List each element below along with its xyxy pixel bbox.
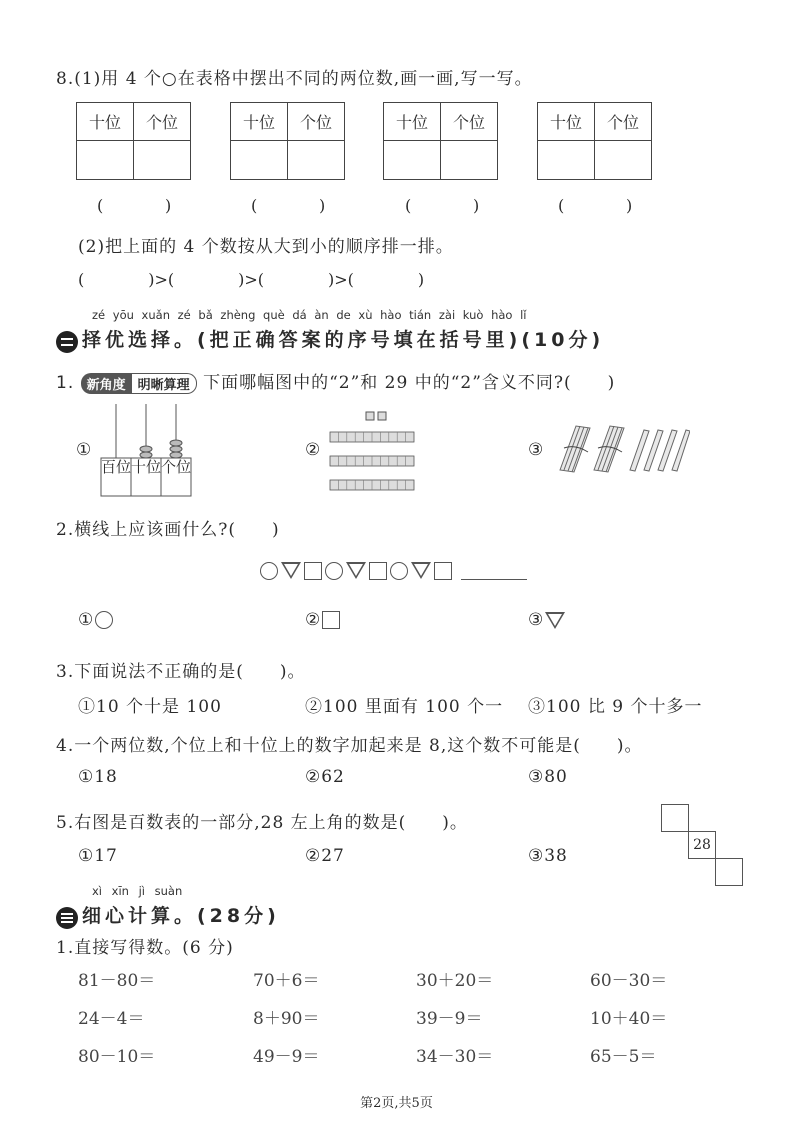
section2-header (56, 325, 604, 353)
tens-header: 十位 (549, 113, 582, 132)
circle-icon (260, 562, 278, 580)
place-value-table-3[interactable] (383, 102, 498, 180)
order-answer-line[interactable] (78, 270, 424, 289)
q1-option1-label[interactable]: ① (76, 440, 92, 460)
q5-option2[interactable]: ②27 (305, 846, 345, 866)
ones-label: 个位 (161, 458, 192, 476)
counting-sticks-icon (550, 420, 690, 476)
ones-cell[interactable] (287, 141, 344, 180)
triangle-down-icon (281, 562, 301, 579)
gt-sign: )>( (148, 270, 175, 289)
s2-q3-text: 3.下面说法不正确的是( )。 (56, 662, 306, 682)
q8-part2-text: (2)把上面的 4 个数按从大到小的顺序排一排。 (78, 237, 454, 257)
shape-pattern (260, 561, 527, 580)
place-value-table-1[interactable] (76, 102, 191, 180)
tens-cell[interactable] (538, 141, 594, 180)
place-value-table-4[interactable] (537, 102, 652, 180)
triangle-down-icon (545, 612, 565, 629)
hundred-chart-cell-blank (661, 804, 689, 832)
answer-blank-line[interactable] (461, 561, 527, 580)
section-number-badge-icon (56, 907, 78, 929)
q1-option2-label[interactable]: ② (305, 440, 321, 460)
ones-header: 个位 (133, 103, 190, 140)
answer-paren-close-1: ) (165, 196, 172, 215)
answer-paren-open-4: ( (558, 196, 565, 215)
q4-option3[interactable]: ③80 (528, 767, 568, 787)
section2-title: 择优选择。(把正确答案的序号填在括号里)(10分) (82, 329, 605, 351)
ones-cell[interactable] (440, 141, 497, 180)
section3-pinyin: xì xīn jì suàn (92, 884, 183, 898)
circle-icon (95, 611, 113, 629)
page-footer: 第2页,共5页 (360, 1096, 433, 1111)
place-value-table-2[interactable] (230, 102, 345, 180)
q2-option3[interactable] (528, 610, 565, 630)
ones-header: 个位 (287, 103, 344, 140)
q8-part1-text: 8.(1)用 4 个○在表格中摆出不同的两位数,画一画,写一写。 (56, 69, 533, 89)
s2-q2-text: 2.横线上应该画什么?( ) (56, 520, 280, 540)
hundreds-label: 百位 (101, 458, 132, 476)
square-icon (322, 611, 340, 629)
ones-cell[interactable] (594, 141, 651, 180)
q3-option3[interactable]: ③100 比 9 个十多一 (528, 697, 703, 717)
gt-sign: )>( (328, 270, 354, 289)
section3-header (56, 901, 280, 929)
ones-header: 个位 (594, 103, 651, 140)
hundred-chart-cell-28: 28 (688, 831, 716, 859)
calc-item[interactable]: 60－30＝ (590, 971, 668, 991)
paren: ) (417, 270, 425, 289)
tag-clear-reasoning: 明晰算理 (132, 373, 197, 394)
q3-option2[interactable]: ②100 里面有 100 个一 (305, 697, 504, 717)
answer-paren-open-2: ( (251, 196, 258, 215)
base-ten-blocks-icon (328, 408, 418, 494)
q5-option3[interactable]: ③38 (528, 846, 568, 866)
calc-item[interactable]: 10＋40＝ (590, 1009, 668, 1029)
tag-new-angle: 新角度 (81, 373, 132, 394)
answer-paren-open-3: ( (405, 196, 412, 215)
circle-icon (390, 562, 408, 580)
tens-label: 十位 (131, 458, 162, 476)
abacus-labels (101, 458, 191, 476)
q2-option1[interactable] (78, 610, 113, 630)
gt-sign: )>( (238, 270, 265, 289)
tens-header: 十位 (242, 113, 275, 132)
tens-header: 十位 (88, 113, 121, 132)
hundred-chart-cell-blank (715, 858, 743, 886)
tens-cell[interactable] (77, 141, 133, 180)
answer-paren-open-1: ( (97, 196, 104, 215)
section3-title: 细心计算。(28分) (82, 905, 280, 927)
q1-option3-label[interactable]: ③ (528, 440, 544, 460)
calc-item[interactable]: 65－5＝ (590, 1047, 657, 1067)
calc-item[interactable]: 30＋20＝ (416, 971, 494, 991)
calc-item[interactable]: 49－9＝ (253, 1047, 320, 1067)
ones-cell[interactable] (133, 141, 190, 180)
calc-item[interactable]: 8＋90＝ (253, 1009, 320, 1029)
square-icon (434, 562, 452, 580)
square-icon (369, 562, 387, 580)
answer-paren-close-2: ) (319, 196, 326, 215)
tens-cell[interactable] (231, 141, 287, 180)
tens-cell[interactable] (384, 141, 440, 180)
calc-item[interactable]: 39－9＝ (416, 1009, 483, 1029)
calc-item[interactable]: 24－4＝ (78, 1009, 145, 1029)
abacus-icon (98, 402, 194, 498)
square-icon (304, 562, 322, 580)
option-label: ① (78, 610, 94, 630)
q4-option1[interactable]: ①18 (78, 767, 118, 787)
q4-option2[interactable]: ②62 (305, 767, 345, 787)
option-label: ③ (528, 610, 544, 630)
triangle-down-icon (411, 562, 431, 579)
paren: ( (78, 270, 85, 289)
triangle-down-icon (346, 562, 366, 579)
calc-item[interactable]: 34－30＝ (416, 1047, 494, 1067)
option-label: ② (305, 610, 321, 630)
q5-option1[interactable]: ①17 (78, 846, 118, 866)
calc-item[interactable]: 81－80＝ (78, 971, 156, 991)
circle-icon (325, 562, 343, 580)
s2-q1 (56, 368, 615, 394)
q3-option1[interactable]: ①10 个十是 100 (78, 697, 222, 717)
s3-sub1-text: 1.直接写得数。(6 分) (56, 938, 234, 958)
answer-paren-close-3: ) (473, 196, 480, 215)
calc-item[interactable]: 80－10＝ (78, 1047, 156, 1067)
section-number-badge-icon (56, 331, 78, 353)
calc-item[interactable]: 70＋6＝ (253, 971, 320, 991)
q1-text: 下面哪幅图中的“2”和 29 中的“2”含义不同?( ) (203, 373, 616, 393)
s2-q4-text: 4.一个两位数,个位上和十位上的数字加起来是 8,这个数不可能是( )。 (56, 736, 643, 756)
s2-q5-text: 5.右图是百数表的一部分,28 左上角的数是( )。 (56, 813, 468, 833)
tens-header: 十位 (395, 113, 428, 132)
answer-paren-close-4: ) (626, 196, 633, 215)
ones-header: 个位 (440, 103, 497, 140)
q2-option2[interactable] (305, 610, 340, 630)
q1-number: 1. (56, 373, 75, 393)
section2-pinyin: zé yōu xuǎn zé bǎ zhèng què dá àn de xù hào tián zài kuò hào lǐ (92, 308, 527, 322)
